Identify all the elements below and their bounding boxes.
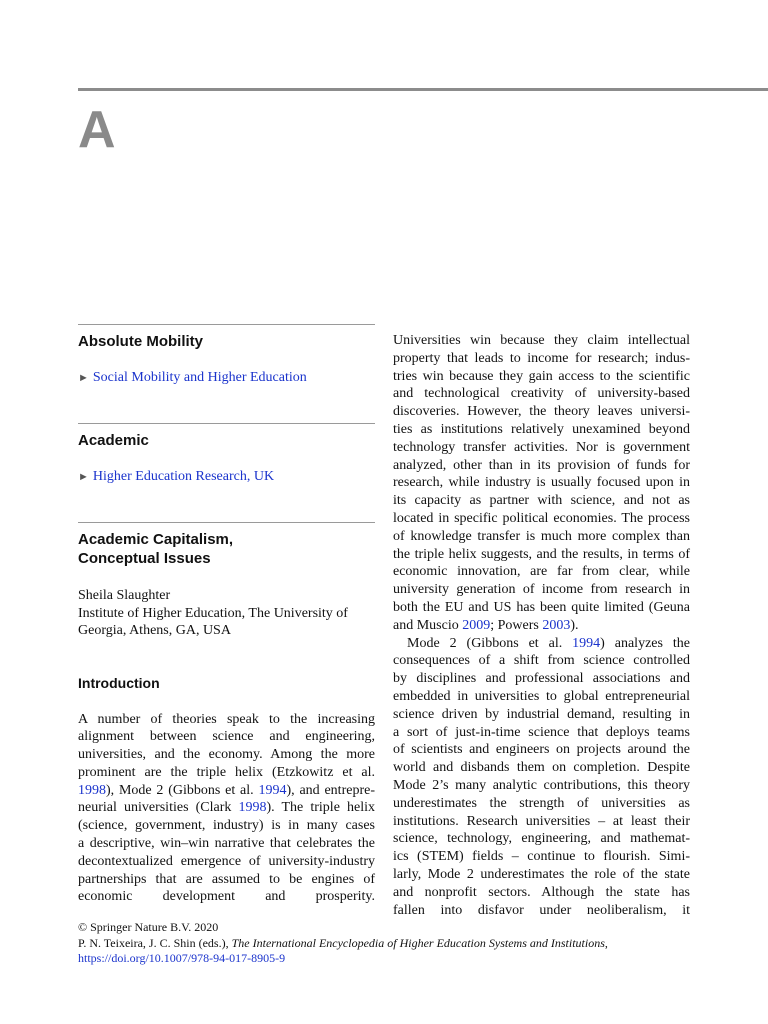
editors-text: P. N. Teixeira, J. C. Shin (eds.), — [78, 935, 232, 950]
cross-reference — [78, 369, 375, 387]
text-line: (science, government, industry) is in many cases — [78, 818, 375, 834]
text-line: universities, and the economy. Among the more — [78, 747, 375, 763]
text-line: underestimates the strength of universities as — [393, 795, 690, 811]
text-line: property that leads to income for research; indus- — [393, 350, 690, 366]
arrow-right-icon: ► — [78, 372, 89, 384]
text-line: discoveries. However, the theory leaves universi- — [393, 404, 690, 420]
text-line: A number of theories speak to the increasing — [78, 711, 375, 727]
text-line: 1998), Mode 2 (Gibbons et al. 1994), and entrepre- — [78, 782, 375, 798]
text-line: the triple helix suggests, and the results, in terms of — [393, 546, 690, 562]
text-line: of scientists and engineers on projects around the — [393, 742, 690, 758]
arrow-right-icon: ► — [78, 471, 89, 483]
book-title: The International Encyclopedia of Higher Education Systems and Institutions — [231, 935, 605, 950]
text-line: economic development and prosperity. — [78, 889, 375, 905]
text-line: of knowledge transfer is much more complex than — [393, 528, 690, 544]
citation-link[interactable]: 1994 — [258, 782, 287, 798]
text-line: fallen into disfavor under neoliberalism, it — [393, 902, 690, 918]
entry-divider — [78, 423, 375, 424]
text-line: located in specific political economies. The process — [393, 510, 690, 526]
entry-title-absolute-mobility: Absolute Mobility — [78, 333, 203, 350]
entry-title-academic: Academic — [78, 432, 149, 449]
text-line: research, while industry is usually focused upon in — [393, 475, 690, 491]
text-line: decontextualized emergence of university-industry — [78, 853, 375, 869]
text-line: consequences of a shift from science controlled — [393, 653, 690, 669]
text-line: institutions. Research universities – at least their — [393, 813, 690, 829]
author-affiliation: Institute of Higher Education, The University of — [78, 605, 348, 621]
text-line: larly, Mode 2 underestimates the role of the state — [393, 866, 690, 882]
citation-line — [78, 936, 718, 952]
body-paragraph — [393, 635, 690, 920]
text-line: university generation of income from research in — [393, 582, 690, 598]
text-line: ics (STEM) fields – continue to flourish. Simi- — [393, 849, 690, 865]
text-line: embedded in universities to global entrepreneurial — [393, 688, 690, 704]
page-footer — [78, 920, 718, 967]
intro-paragraph — [78, 711, 375, 907]
article-title — [78, 530, 375, 568]
text-line: science driven by industrial demand, resulting in — [393, 706, 690, 722]
author-block — [78, 587, 375, 640]
citation-link[interactable]: 1998 — [78, 782, 106, 798]
cross-reference — [78, 468, 375, 486]
section-heading-introduction: Introduction — [78, 674, 160, 691]
right-column — [393, 332, 690, 919]
text-line: and Muscio 2009; Powers 2003). — [393, 617, 579, 633]
citation-link[interactable]: 2003 — [542, 617, 571, 633]
article-title-line: Academic Capitalism, — [78, 531, 234, 548]
top-rule — [78, 88, 768, 91]
xref-link-social-mobility[interactable]: Social Mobility and Higher Education — [92, 370, 307, 385]
text-line: Mode 2’s many analytic contributions, this theory — [393, 777, 690, 793]
author-name: Sheila Slaughter — [78, 588, 171, 603]
text-line: a sort of just-in-time science that deploys teams — [393, 724, 690, 740]
text-line: alignment between science and engineering, — [78, 729, 375, 745]
left-column — [78, 324, 375, 906]
punctuation: , — [604, 935, 608, 950]
doi-link[interactable]: https://doi.org/10.1007/978-94-017-8905-9 — [78, 951, 286, 965]
text-line: and nonprofit sectors. Although the state has — [393, 884, 690, 900]
author-affiliation: Georgia, Athens, GA, USA — [78, 623, 231, 638]
text-line: economic innovation, are far from clear, while — [393, 564, 690, 580]
copyright-line: © Springer Nature B.V. 2020 — [78, 920, 219, 934]
text-line: by disciplines and professional associations and — [393, 671, 690, 687]
text-line: world and disbands them on completion. Despite — [393, 760, 690, 776]
article-title-line: Conceptual Issues — [78, 550, 211, 567]
entry-divider — [78, 324, 375, 325]
text-line: science, technology, engineering, and mathemat- — [393, 831, 690, 847]
text-line: Mode 2 (Gibbons et al. 1994) analyzes the — [407, 635, 690, 651]
text-line: a descriptive, win–win narrative that celebrates the — [78, 836, 375, 852]
text-line: analyzed, other than in its provision of funds for — [393, 457, 690, 473]
citation-link[interactable]: 1998 — [238, 800, 267, 816]
text-line: neurial universities (Clark 1998). The triple helix — [78, 800, 375, 816]
text-line: tries win because they gain access to the scientific — [393, 368, 690, 384]
entry-divider — [78, 522, 375, 523]
text-line: technology transfer activities. Nor is government — [393, 439, 690, 455]
text-line: ties as institutions relatively unexamined beyond — [393, 421, 690, 437]
citation-link[interactable]: 1994 — [572, 635, 601, 651]
text-line: both the EU and US has been quite limited (Geuna — [393, 599, 690, 615]
text-line: and technological creativity of university-based — [393, 386, 690, 402]
section-letter: A — [78, 101, 116, 159]
text-line: partnerships that are assumed to be engines of — [78, 871, 375, 887]
text-line: prominent are the triple helix (Etzkowitz et al. — [78, 764, 375, 780]
citation-link[interactable]: 2009 — [462, 617, 491, 633]
body-paragraph — [393, 332, 690, 635]
text-line: Universities win because they claim intellectual — [393, 333, 690, 348]
text-line: its capacity as partner with science, and not as — [393, 493, 690, 509]
xref-link-higher-education-research[interactable]: Higher Education Research, UK — [92, 469, 275, 484]
